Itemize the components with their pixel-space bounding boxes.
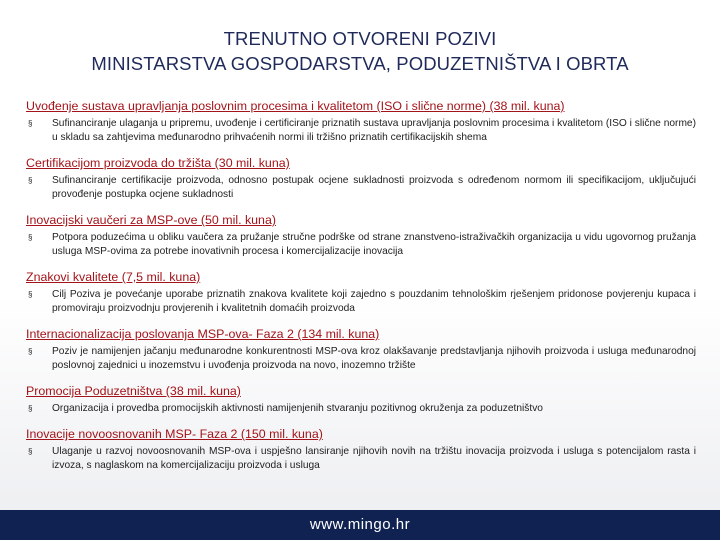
- slide-title: [0, 26, 720, 76]
- call-item: [26, 325, 696, 373]
- call-description-text: Organizacija i provedba promocijskih aktivnosti namijenjenih stvaranju pozitivnog okruženja za poduzetništvo: [52, 403, 543, 414]
- call-heading: Certifikacijom proizvoda do tržišta (30 mil. kuna): [26, 156, 290, 170]
- call-description-text: Poziv je namijenjen jačanju međunarodne konkurentnosti MSP-ova kroz olakšavanje predstavljanja njihovih proizvoda i usluga međunarodnoj poslovnoj zajednici u inozemstvu i uvođenja proizvoda na novo, inozemno tržište: [52, 346, 696, 371]
- bullet-icon: §: [28, 176, 33, 185]
- bullet-icon: §: [28, 404, 33, 413]
- call-heading: Inovacijski vaučeri za MSP-ove (50 mil. kuna): [26, 213, 276, 227]
- call-item: [26, 268, 696, 316]
- call-heading: Znakovi kvalitete (7,5 mil. kuna): [26, 270, 201, 284]
- bullet-icon: §: [28, 347, 33, 356]
- title-line-2: MINISTARSTVA GOSPODARSTVA, PODUZETNIŠTVA I OBRTA: [91, 53, 629, 74]
- call-heading: Inovacije novoosnovanih MSP- Faza 2 (150 mil. kuna): [26, 427, 323, 441]
- call-heading: Uvođenje sustava upravljanja poslovnim procesima i kvalitetom (ISO i slične norme) (38 mil. kuna): [26, 99, 565, 113]
- call-description-text: Ulaganje u razvoj novoosnovanih MSP-ova i uspješno lansiranje njihovih novih na tržištu inovacija proizvoda i usluga s potencijalom rasta i izvoza, s naglaskom na komercijalizaciju proizvoda i usluga: [52, 446, 696, 471]
- call-item: [26, 382, 696, 416]
- call-description: [26, 345, 696, 373]
- call-description: [26, 174, 696, 202]
- website-link[interactable]: www.mingo.hr: [309, 516, 411, 533]
- title-line-1: TRENUTNO OTVORENI POZIVI: [223, 28, 497, 49]
- calls-list: [26, 97, 696, 482]
- call-heading: Promocija Poduzetništva (38 mil. kuna): [26, 384, 241, 398]
- call-description-text: Sufinanciranje certifikacije proizvoda, odnosno postupak ocjene sukladnosti proizvoda s određenom normom ili specifikacijom, uključujući provođenje postupka ocjene sukladnosti: [52, 175, 696, 200]
- call-description-text: Potpora poduzećima u obliku vaučera za pružanje stručne podrške od strane znanstveno-istraživačkih organizacija u vidu ugovornog pružanja usluga MSP-ovima za potrebe inovativnih procesa i komercijalizacije inovacija: [52, 232, 696, 257]
- call-description: [26, 231, 696, 259]
- call-description: [26, 445, 696, 473]
- bullet-icon: §: [28, 119, 33, 128]
- call-description: [26, 402, 696, 416]
- bullet-icon: §: [28, 233, 33, 242]
- call-description: [26, 288, 696, 316]
- call-description-text: Sufinanciranje ulaganja u pripremu, uvođenje i certificiranje priznatih sustava upravljanja poslovnim procesima i kvalitetom (ISO i slične norme) u skladu sa zahtjevima međunarodno prihvaćenih normi ili tržišno priznatih certifikacijskih shema: [52, 118, 696, 143]
- call-description: [26, 117, 696, 145]
- bullet-icon: §: [28, 290, 33, 299]
- call-item: [26, 425, 696, 473]
- call-description-text: Cilj Poziva je povećanje uporabe priznatih znakova kvalitete koji zajedno s pouzdanim tehnološkim rješenjem pridonose povjerenju kupaca i promoviraju proizvodnju provjerenih i kvalitetnih domaćih proizvoda: [52, 289, 696, 314]
- footer-bar: [0, 510, 720, 540]
- call-item: [26, 154, 696, 202]
- call-heading: Internacionalizacija poslovanja MSP-ova- Faza 2 (134 mil. kuna): [26, 327, 380, 341]
- call-item: [26, 211, 696, 259]
- bullet-icon: §: [28, 447, 33, 456]
- call-item: [26, 97, 696, 145]
